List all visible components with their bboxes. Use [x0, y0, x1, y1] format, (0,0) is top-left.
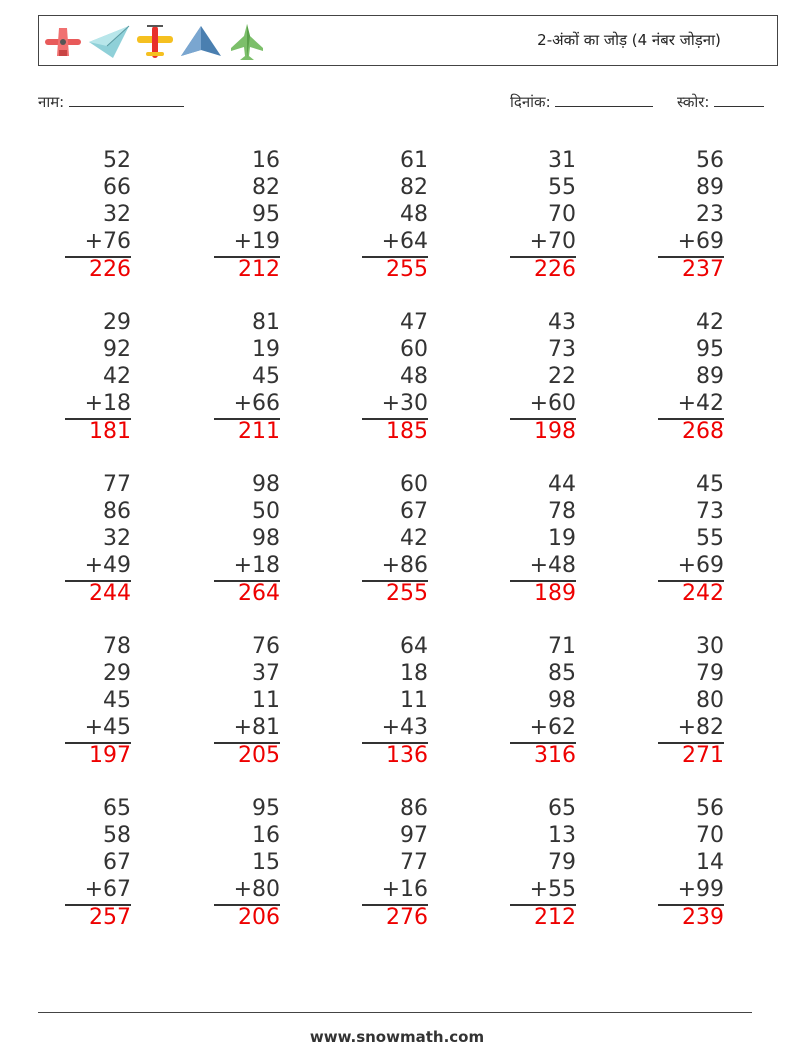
answer: 206: [238, 905, 280, 930]
addend-1: 78: [103, 634, 131, 659]
stealth-plane-icon: [179, 20, 223, 64]
addend-3: 45: [252, 364, 280, 389]
addend-2: 82: [252, 175, 280, 200]
addend-2: 29: [103, 661, 131, 686]
addend-1: 30: [696, 634, 724, 659]
addend-4: +42: [677, 391, 724, 416]
addend-2: 66: [103, 175, 131, 200]
addend-1: 47: [400, 310, 428, 335]
addend-3: 42: [103, 364, 131, 389]
addition-problem: [65, 147, 131, 282]
addend-3: 22: [548, 364, 576, 389]
date-field[interactable]: [510, 92, 653, 112]
answer: 264: [238, 581, 280, 606]
addition-problem: [214, 309, 280, 444]
paper-plane-icon: [87, 20, 131, 64]
answer: 226: [89, 257, 131, 282]
addend-3: 70: [548, 202, 576, 227]
addend-1: 56: [696, 148, 724, 173]
addition-problem: [510, 471, 576, 606]
addition-problem: [658, 309, 724, 444]
addend-3: 98: [548, 688, 576, 713]
date-label: दिनांक:: [510, 93, 551, 111]
addend-3: 48: [400, 364, 428, 389]
addend-2: 50: [252, 499, 280, 524]
addend-2: 19: [252, 337, 280, 362]
addend-4: +48: [529, 553, 576, 578]
answer: 239: [682, 905, 724, 930]
name-field[interactable]: [38, 92, 184, 112]
addend-3: 11: [400, 688, 428, 713]
addition-problem: [510, 795, 576, 930]
answer: 257: [89, 905, 131, 930]
addend-3: 32: [103, 526, 131, 551]
addition-problem: [214, 147, 280, 282]
addend-2: 95: [696, 337, 724, 362]
answer: 211: [238, 419, 280, 444]
addend-1: 56: [696, 796, 724, 821]
addition-problem: [510, 633, 576, 768]
addend-1: 76: [252, 634, 280, 659]
score-label: स्कोर:: [677, 93, 710, 111]
addend-1: 45: [696, 472, 724, 497]
header-box: [38, 15, 778, 66]
answer: 226: [534, 257, 576, 282]
addend-4: +86: [381, 553, 428, 578]
addend-3: 98: [252, 526, 280, 551]
addition-problem: [214, 471, 280, 606]
answer: 242: [682, 581, 724, 606]
addend-4: +16: [381, 877, 428, 902]
answer: 181: [89, 419, 131, 444]
addend-1: 65: [103, 796, 131, 821]
addend-1: 71: [548, 634, 576, 659]
addition-problem: [658, 471, 724, 606]
answer: 189: [534, 581, 576, 606]
addend-2: 55: [548, 175, 576, 200]
addend-2: 86: [103, 499, 131, 524]
answer: 212: [534, 905, 576, 930]
addition-problem: [362, 147, 428, 282]
answer: 198: [534, 419, 576, 444]
addend-1: 77: [103, 472, 131, 497]
addition-problem: [65, 633, 131, 768]
addition-problem: [362, 471, 428, 606]
addition-problem: [65, 795, 131, 930]
addend-3: 45: [103, 688, 131, 713]
footer-site: www.snowmath.com: [309, 1028, 485, 1046]
score-blank-line[interactable]: [714, 92, 764, 107]
addend-2: 82: [400, 175, 428, 200]
jet-fighter-icon: [225, 20, 269, 64]
addend-3: 19: [548, 526, 576, 551]
addend-1: 42: [696, 310, 724, 335]
addend-1: 61: [400, 148, 428, 173]
addend-4: +70: [529, 229, 576, 254]
yellow-plane-icon: [133, 20, 177, 64]
addend-1: 44: [548, 472, 576, 497]
addition-problem: [658, 147, 724, 282]
answer: 205: [238, 743, 280, 768]
addend-2: 73: [696, 499, 724, 524]
addend-3: 95: [252, 202, 280, 227]
name-blank-line[interactable]: [69, 92, 184, 107]
addend-4: +82: [677, 715, 724, 740]
addend-4: +64: [381, 229, 428, 254]
addend-4: +67: [84, 877, 131, 902]
addend-3: 14: [696, 850, 724, 875]
addend-3: 79: [548, 850, 576, 875]
addition-problem: [362, 633, 428, 768]
answer: 185: [386, 419, 428, 444]
answer: 276: [386, 905, 428, 930]
addend-4: +19: [233, 229, 280, 254]
addition-problem: [658, 633, 724, 768]
addend-1: 95: [252, 796, 280, 821]
addend-4: +30: [381, 391, 428, 416]
addend-1: 60: [400, 472, 428, 497]
addend-2: 78: [548, 499, 576, 524]
addend-4: +18: [233, 553, 280, 578]
addend-4: +69: [677, 229, 724, 254]
addition-problem: [362, 795, 428, 930]
addend-1: 98: [252, 472, 280, 497]
worksheet-title: 2-अंकों का जोड़ (4 नंबर जोड़ना): [537, 31, 721, 49]
answer: 255: [386, 257, 428, 282]
answer: 197: [89, 743, 131, 768]
addend-1: 29: [103, 310, 131, 335]
red-plane-icon: [41, 20, 85, 64]
addend-3: 15: [252, 850, 280, 875]
answer: 316: [534, 743, 576, 768]
addend-2: 13: [548, 823, 576, 848]
addend-1: 52: [103, 148, 131, 173]
addend-3: 77: [400, 850, 428, 875]
answer: 268: [682, 419, 724, 444]
addend-3: 89: [696, 364, 724, 389]
addition-problem: [510, 309, 576, 444]
addend-2: 97: [400, 823, 428, 848]
addend-2: 73: [548, 337, 576, 362]
addition-problem: [214, 795, 280, 930]
addend-4: +18: [84, 391, 131, 416]
addend-3: 42: [400, 526, 428, 551]
addend-2: 60: [400, 337, 428, 362]
addend-4: +80: [233, 877, 280, 902]
addend-4: +62: [529, 715, 576, 740]
answer: 136: [386, 743, 428, 768]
answer: 237: [682, 257, 724, 282]
addend-1: 43: [548, 310, 576, 335]
answer: 271: [682, 743, 724, 768]
addend-2: 37: [252, 661, 280, 686]
addend-1: 81: [252, 310, 280, 335]
addend-2: 58: [103, 823, 131, 848]
addend-4: +60: [529, 391, 576, 416]
answer: 212: [238, 257, 280, 282]
addend-4: +66: [233, 391, 280, 416]
header-icons: [41, 20, 269, 64]
addend-1: 64: [400, 634, 428, 659]
addition-problem: [510, 147, 576, 282]
addend-2: 85: [548, 661, 576, 686]
addend-1: 16: [252, 148, 280, 173]
addend-2: 89: [696, 175, 724, 200]
addend-2: 92: [103, 337, 131, 362]
addition-problem: [214, 633, 280, 768]
score-field[interactable]: [677, 92, 764, 112]
addend-2: 16: [252, 823, 280, 848]
addition-problem: [65, 309, 131, 444]
addend-3: 67: [103, 850, 131, 875]
name-label: नाम:: [38, 93, 65, 111]
addend-2: 67: [400, 499, 428, 524]
addend-1: 65: [548, 796, 576, 821]
addend-4: +49: [84, 553, 131, 578]
answer: 244: [89, 581, 131, 606]
addition-problem: [362, 309, 428, 444]
addend-4: +76: [84, 229, 131, 254]
addend-3: 55: [696, 526, 724, 551]
addend-2: 79: [696, 661, 724, 686]
addend-4: +69: [677, 553, 724, 578]
addend-2: 70: [696, 823, 724, 848]
addition-problem: [65, 471, 131, 606]
addend-4: +45: [84, 715, 131, 740]
addend-4: +43: [381, 715, 428, 740]
addend-3: 32: [103, 202, 131, 227]
addition-problem: [658, 795, 724, 930]
addend-2: 18: [400, 661, 428, 686]
addend-4: +81: [233, 715, 280, 740]
addend-4: +99: [677, 877, 724, 902]
footer-divider: [38, 1012, 752, 1013]
date-blank-line[interactable]: [555, 92, 653, 107]
answer: 255: [386, 581, 428, 606]
addend-3: 11: [252, 688, 280, 713]
addend-3: 23: [696, 202, 724, 227]
addend-4: +55: [529, 877, 576, 902]
addend-3: 80: [696, 688, 724, 713]
addend-3: 48: [400, 202, 428, 227]
addend-1: 86: [400, 796, 428, 821]
addend-1: 31: [548, 148, 576, 173]
